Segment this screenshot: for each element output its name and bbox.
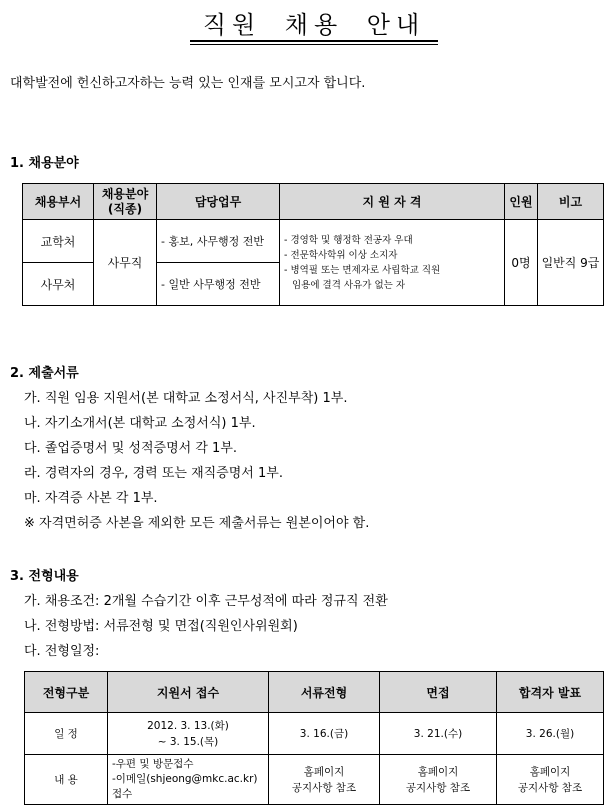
recruitment-table <box>22 183 604 306</box>
header-duty: 담당업무 <box>157 184 280 220</box>
notice-text: 공지사항 참조 <box>517 781 583 794</box>
notice-text: 공지사항 참조 <box>291 781 357 794</box>
note-cell: 일반직 9급 <box>538 220 604 306</box>
selection-item: 나. 전형방법: 서류전형 및 면접(직원인사위원회) <box>24 619 298 634</box>
dept-cell-1: 교학처 <box>23 220 94 263</box>
application-method-line: 접수 <box>112 788 133 800</box>
document-screening-content <box>269 755 380 805</box>
header-field-sub: (직종) <box>107 201 143 216</box>
duty-cell-1: - 홍보, 사무행정 전반 <box>157 220 280 263</box>
count-cell: 0명 <box>505 220 538 306</box>
application-method-line: -우편 및 방문접수 <box>112 758 194 770</box>
homepage-text: 홈페이지 <box>417 765 459 778</box>
header-field <box>94 184 157 220</box>
title-underline <box>190 40 438 42</box>
document-item: 다. 졸업증명서 및 성적증명서 각 1부. <box>24 441 238 456</box>
qualification-line: - 전문학사학위 이상 소지자 <box>284 249 398 261</box>
dept-cell-2: 사무처 <box>23 263 94 306</box>
qualification-line: - 경영학 및 행정학 전공자 우대 <box>284 234 413 246</box>
document-screening-date: 3. 16.(금) <box>269 713 380 755</box>
qualification-line: 임용에 결격 사유가 없는 자 <box>292 279 406 291</box>
header-document-screening: 서류전형 <box>269 672 380 713</box>
section-heading-documents: 2. 제출서류 <box>10 366 79 381</box>
application-period-cell <box>108 713 269 755</box>
interview-content <box>380 755 497 805</box>
header-dept: 채용부서 <box>23 184 94 220</box>
header-stage: 전형구분 <box>25 672 108 713</box>
selection-item: 가. 채용조건: 2개월 수습기간 이후 근무성적에 따라 정규직 전환 <box>24 594 388 609</box>
qualification-cell <box>280 220 505 306</box>
duty-cell-2: - 일반 사무행정 전반 <box>157 263 280 306</box>
row-label-content: 내 용 <box>25 755 108 805</box>
homepage-text: 홈페이지 <box>529 765 571 778</box>
header-application: 지원서 접수 <box>108 672 269 713</box>
header-interview: 면접 <box>380 672 497 713</box>
schedule-table <box>24 671 604 805</box>
document-item: 가. 직원 임용 지원서(본 대학교 소정서식, 사진부착) 1부. <box>24 391 348 406</box>
result-content <box>497 755 604 805</box>
application-method-line: -이메일(shjeong@mkc.ac.kr) <box>112 773 258 785</box>
header-result: 합격자 발표 <box>497 672 604 713</box>
header-note: 비고 <box>538 184 604 220</box>
application-end: ~ 3. 15.(목) <box>157 735 219 748</box>
intro-text: 대학발전에 헌신하고자하는 능력 있는 인재를 모시고자 합니다. <box>10 76 366 91</box>
title-underline-thin <box>190 44 438 45</box>
row-label-schedule: 일 정 <box>25 713 108 755</box>
result-date: 3. 26.(월) <box>497 713 604 755</box>
application-start: 2012. 3. 13.(화) <box>147 719 229 732</box>
section-heading-recruitment: 1. 채용분야 <box>10 156 79 171</box>
page-title: 직원 채용 안내 <box>202 11 426 39</box>
document-item: 라. 경력자의 경우, 경력 또는 재직증명서 1부. <box>24 466 283 481</box>
field-cell: 사무직 <box>94 220 157 306</box>
header-qualification: 지 원 자 격 <box>280 184 505 220</box>
document-item: 나. 자기소개서(본 대학교 소정서식) 1부. <box>24 416 256 431</box>
interview-date: 3. 21.(수) <box>380 713 497 755</box>
notice-text: 공지사항 참조 <box>405 781 471 794</box>
header-count: 인원 <box>505 184 538 220</box>
section-heading-selection: 3. 전형내용 <box>10 569 79 584</box>
application-method-cell <box>108 755 269 805</box>
homepage-text: 홈페이지 <box>303 765 345 778</box>
qualification-line: - 병역필 또는 면제자로 사립학교 직원 <box>284 264 441 276</box>
document-note: ※ 자격면허증 사본을 제외한 모든 제출서류는 원본이어야 함. <box>24 516 370 531</box>
document-item: 마. 자격증 사본 각 1부. <box>24 491 158 506</box>
header-field-label: 채용분야 <box>101 186 149 201</box>
selection-item: 다. 전형일정: <box>24 644 100 659</box>
